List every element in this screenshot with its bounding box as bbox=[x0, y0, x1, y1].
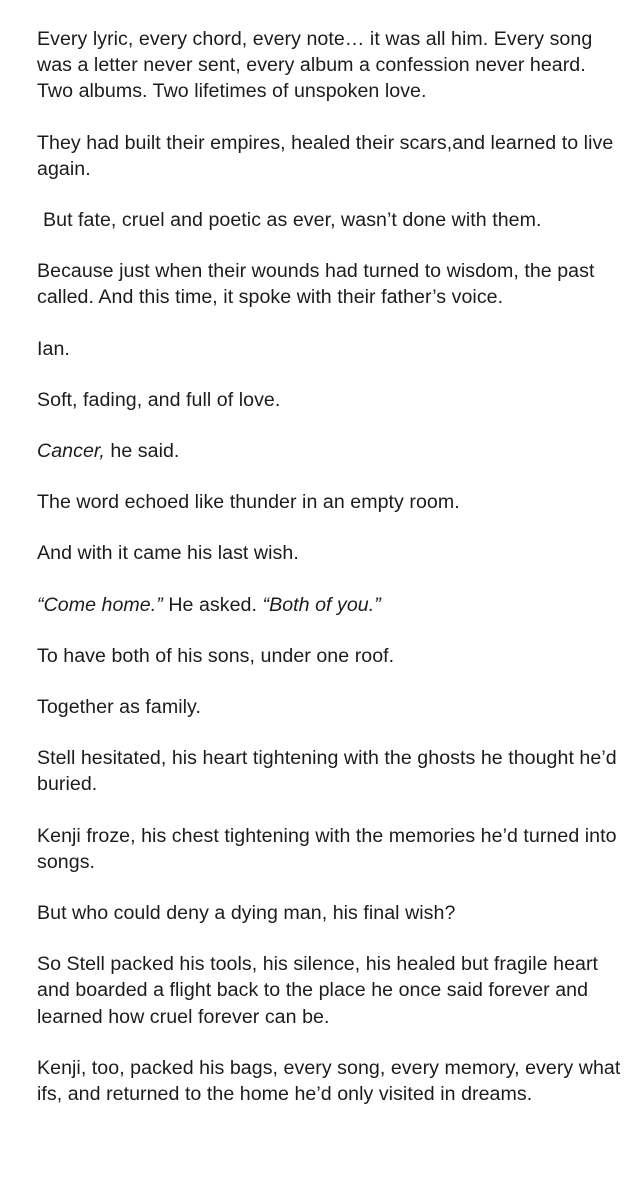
paragraph-text: Every lyric, every chord, every note… it was all him. Every song was a letter never sent, every album a confession never heard. Two albums. Two lifetimes of unspoken love. bbox=[37, 28, 593, 103]
paragraph-text: he said. bbox=[104, 440, 180, 463]
paragraph-11 bbox=[37, 643, 622, 669]
paragraph-7 bbox=[37, 438, 622, 464]
paragraph-text: Kenji froze, his chest tightening with the memories he’d turned into songs. bbox=[37, 824, 617, 873]
italic-text: “Come home.” bbox=[37, 593, 163, 616]
paragraph-17 bbox=[37, 1055, 622, 1107]
paragraph-6 bbox=[37, 387, 622, 413]
italic-text: Cancer, bbox=[37, 440, 105, 463]
paragraph-10 bbox=[37, 592, 622, 618]
paragraph-8 bbox=[37, 489, 622, 515]
paragraph-16 bbox=[37, 951, 622, 1030]
italic-text: “Both of you.” bbox=[262, 593, 381, 616]
paragraph-text: But who could deny a dying man, his final wish? bbox=[37, 902, 456, 925]
paragraph-5 bbox=[37, 336, 622, 362]
paragraph-text: Because just when their wounds had turned to wisdom, the past called. And this time, it spoke with their father’s voice. bbox=[37, 260, 595, 309]
paragraph-14 bbox=[37, 823, 622, 875]
paragraph-15 bbox=[37, 900, 622, 926]
paragraph-2 bbox=[37, 130, 622, 182]
paragraph-text: The word echoed like thunder in an empty room. bbox=[37, 491, 460, 514]
paragraph-text: To have both of his sons, under one roof. bbox=[37, 644, 395, 667]
paragraph-text: Kenji, too, packed his bags, every song, every memory, every what ifs, and returned to the home he’d only visited in dreams. bbox=[37, 1056, 621, 1106]
paragraph-3 bbox=[37, 207, 622, 233]
paragraph-text: Ian. bbox=[37, 337, 70, 360]
paragraph-13 bbox=[37, 745, 622, 797]
paragraph-text: But fate, cruel and poetic as ever, wasn’t done with them. bbox=[43, 209, 542, 232]
paragraph-9 bbox=[37, 540, 622, 566]
paragraph-4 bbox=[37, 258, 622, 310]
paragraph-text: Stell hesitated, his heart tightening with the ghosts he thought he’d buried. bbox=[37, 747, 617, 796]
paragraph-text: So Stell packed his tools, his silence, his healed but fragile heart and boarded a flight back to the place he once said forever and learned how cruel forever can be. bbox=[37, 953, 599, 1028]
paragraph-text: And with it came his last wish. bbox=[37, 542, 299, 565]
paragraph-1 bbox=[37, 26, 622, 105]
paragraph-text: Together as family. bbox=[37, 696, 201, 719]
paragraph-text: Soft, fading, and full of love. bbox=[37, 388, 281, 411]
paragraph-text: They had built their empires, healed their scars,and learned to live again. bbox=[37, 131, 614, 180]
paragraph-12 bbox=[37, 694, 622, 720]
paragraph-text: He asked. bbox=[162, 593, 263, 616]
